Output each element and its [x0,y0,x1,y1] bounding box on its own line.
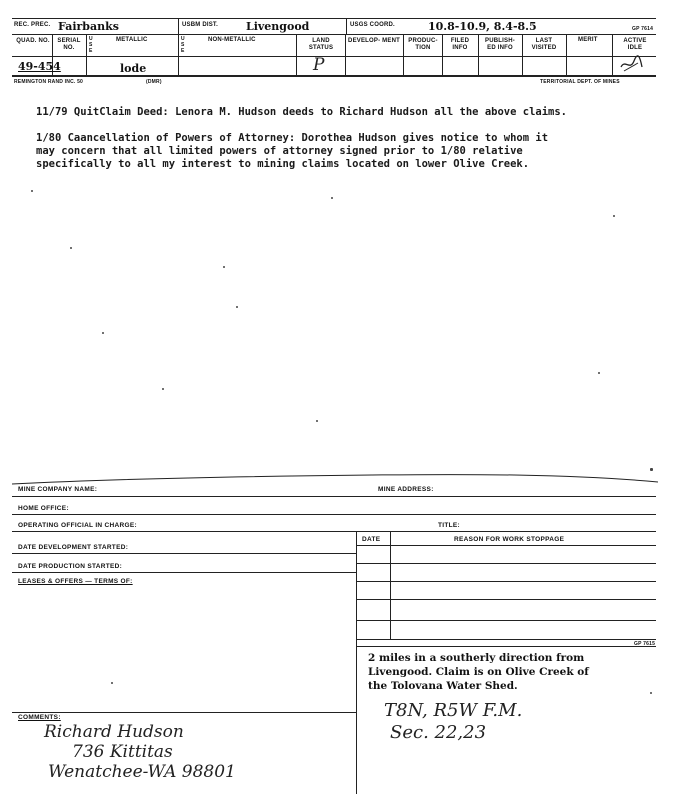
handwritten-section: Sec. 22,23 [390,722,487,743]
col-use-2: U S E [181,36,185,54]
header-bottom-rule [12,75,656,77]
usbm-dist-value: Livengood [246,20,310,33]
comments-label: COMMENTS: [18,714,61,721]
handwritten-comments [44,722,236,782]
header-form-number: GP 7614 [632,26,654,32]
mine-company-name-label: MINE COMPANY NAME: [18,486,98,493]
footer-right-print: TERRITORIAL DEPT. OF MINES [540,79,620,85]
note-quitclaim: 11/79 QuitClaim Deed: Lenora M. Hudson deeds to Richard Hudson all the above claims. [36,106,568,118]
col-production: PRODUC- TION [408,38,438,51]
footer-left-print: REMINGTON RAND INC. 50 [14,79,84,85]
serial-number-value: 49-454 [18,60,61,73]
handwritten-street: 736 Kittitas [72,742,173,762]
active-idle-scribble [618,53,644,75]
lower-form-number: GP 7615 [634,641,656,647]
handwritten-location [384,700,522,744]
reason-work-stoppage-label: REASON FOR WORK STOPPAGE [454,536,565,543]
location-line-2: Livengood. Claim is on Olive Creek of [368,666,589,678]
date-column-label: DATE [362,536,381,543]
mine-address-label: MINE ADDRESS: [378,486,434,493]
leases-offers-label: LEASES & OFFERS — TERMS OF: [18,578,133,585]
col-serial-no: SERIAL NO. [57,38,81,51]
location-line-1: 2 miles in a southerly direction from [368,652,585,664]
title-label: TITLE: [438,522,461,529]
header-mid-rule [12,34,656,35]
handwritten-city: Wenatchee-WA 98801 [48,762,236,782]
col-filed-info: FILED INFO [450,38,470,51]
col-non-metallic: NON-METALLIC [208,37,256,43]
handwritten-name: Richard Hudson [44,722,184,742]
location-description [368,651,589,693]
home-office-label: HOME OFFICE: [18,505,69,512]
col-metallic: METALLIC [116,37,148,43]
usbm-dist-label: USBM DIST. [182,22,219,28]
header-top-rule [12,18,656,19]
note-cancellation-line-2: may concern that all limited powers of attorney signed prior to 1/80 relative [36,145,523,157]
usgs-coord-label: USGS COORD. [350,22,395,28]
note-cancellation-line-3: specifically to all my interest to mining claims located on lower Olive Creek. [36,158,530,170]
footer-mid-print: (DMR) [146,79,162,85]
date-development-started-label: DATE DEVELOPMENT STARTED: [18,544,129,551]
handwritten-township: T8N, R5W F.M. [384,700,523,721]
col-merit: MERIT [578,37,598,43]
col-active-idle: ACTIVE IDLE [623,38,647,51]
col-quad-no: QUAD. NO. [16,38,50,44]
land-status-value: P [313,55,325,75]
col-land-status: LAND STATUS [308,38,334,51]
header-col-rule [12,56,656,57]
metallic-value: lode [120,62,147,75]
operating-official-label: OPERATING OFFICIAL IN CHARGE: [18,522,137,529]
rec-prec-label: REC. PREC. [14,22,51,28]
rec-prec-value: Fairbanks [58,20,119,33]
location-line-3: the Tolovana Water Shed. [368,680,518,692]
col-development: DEVELOP- MENT [348,38,400,44]
date-production-started-label: DATE PRODUCTION STARTED: [18,563,123,570]
col-last-visited: LAST VISITED [531,38,557,51]
col-published-info: PUBLISH- ED INFO [485,38,515,51]
col-use-1: U S E [89,36,93,54]
note-cancellation-line-1: 1/80 Caancellation of Powers of Attorney: Dorothea Hudson gives notice to whom it [36,132,549,144]
usgs-coord-value: 10.8-10.9, 8.4-8.5 [428,20,537,33]
torn-edge-line [12,470,658,490]
